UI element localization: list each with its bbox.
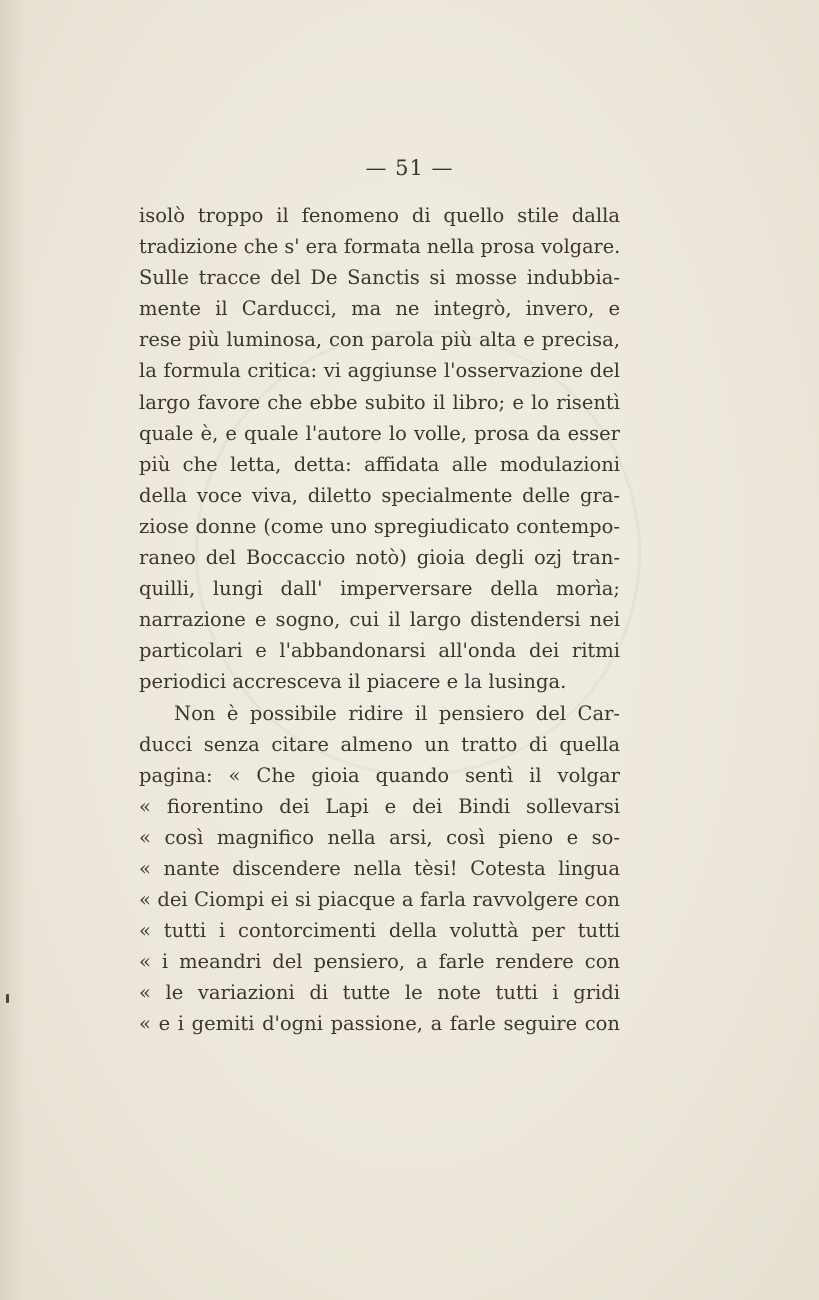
- text-line: più che letta, detta: affidata alle modulazioni: [139, 452, 620, 476]
- text-line: Sulle tracce del De Sanctis si mosse indubbia-: [139, 266, 620, 290]
- text-line: isolò troppo il fenomeno di quello stile dalla: [139, 204, 620, 227]
- text-line: ducci senza citare almeno un tratto di quella: [139, 732, 620, 756]
- text-line: Non è possibile ridire il pensiero del Car-: [174, 701, 620, 725]
- text-line: « nante discendere nella tèsi! Cotesta lingua: [139, 856, 620, 880]
- text-line: « dei Ciompi ei si piacque a farla ravvolgere con: [139, 888, 620, 912]
- text-line: « fiorentino dei Lapi e dei Bindi sollevarsi: [139, 794, 620, 818]
- text-line: rese più luminosa, con parola più alta e precisa,: [139, 328, 620, 352]
- text-line: « tutti i contorcimenti della voluttà per tutti: [139, 919, 620, 943]
- text-line: periodici accresceva il piacere e la lusinga.: [139, 670, 567, 694]
- text-line: « i meandri del pensiero, a farle rendere con: [139, 950, 620, 974]
- text-line: mente il Carducci, ma ne integrò, invero, e: [139, 297, 620, 321]
- text-line: « le variazioni di tutte le note tutti i gridi: [139, 981, 620, 1005]
- text-line: tradizione che s' era formata nella prosa volgare.: [139, 235, 621, 259]
- body-text: [139, 200, 620, 1040]
- text-line: raneo del Boccaccio notò) gioia degli ozj tran-: [139, 546, 620, 570]
- page-number: — 51 —: [365, 156, 454, 180]
- margin-mark: [6, 994, 9, 1003]
- text-line: largo favore che ebbe subito il libro; e lo risentì: [139, 390, 620, 414]
- text-line: ziose donne (come uno spregiudicato contempo-: [139, 514, 620, 538]
- text-line: « e i gemiti d'ogni passione, a farle seguire con: [139, 1012, 620, 1036]
- text-line: quale è, e quale l'autore lo volle, prosa da esser: [139, 421, 620, 445]
- text-line: la formula critica: vi aggiunse l'osservazione del: [139, 359, 620, 383]
- spine-shadow: [0, 0, 26, 1300]
- text-line: quilli, lungi dall' imperversare della morìa;: [139, 577, 620, 601]
- text-line: pagina: « Che gioia quando sentì il volgar: [139, 763, 620, 787]
- text-line: particolari e l'abbandonarsi all'onda dei ritmi: [139, 639, 620, 663]
- text-line: narrazione e sogno, cui il largo distendersi nei: [139, 608, 620, 632]
- text-line: « così magnifico nella arsi, così pieno e so-: [139, 825, 620, 849]
- text-line: della voce viva, diletto specialmente delle gra-: [139, 483, 620, 507]
